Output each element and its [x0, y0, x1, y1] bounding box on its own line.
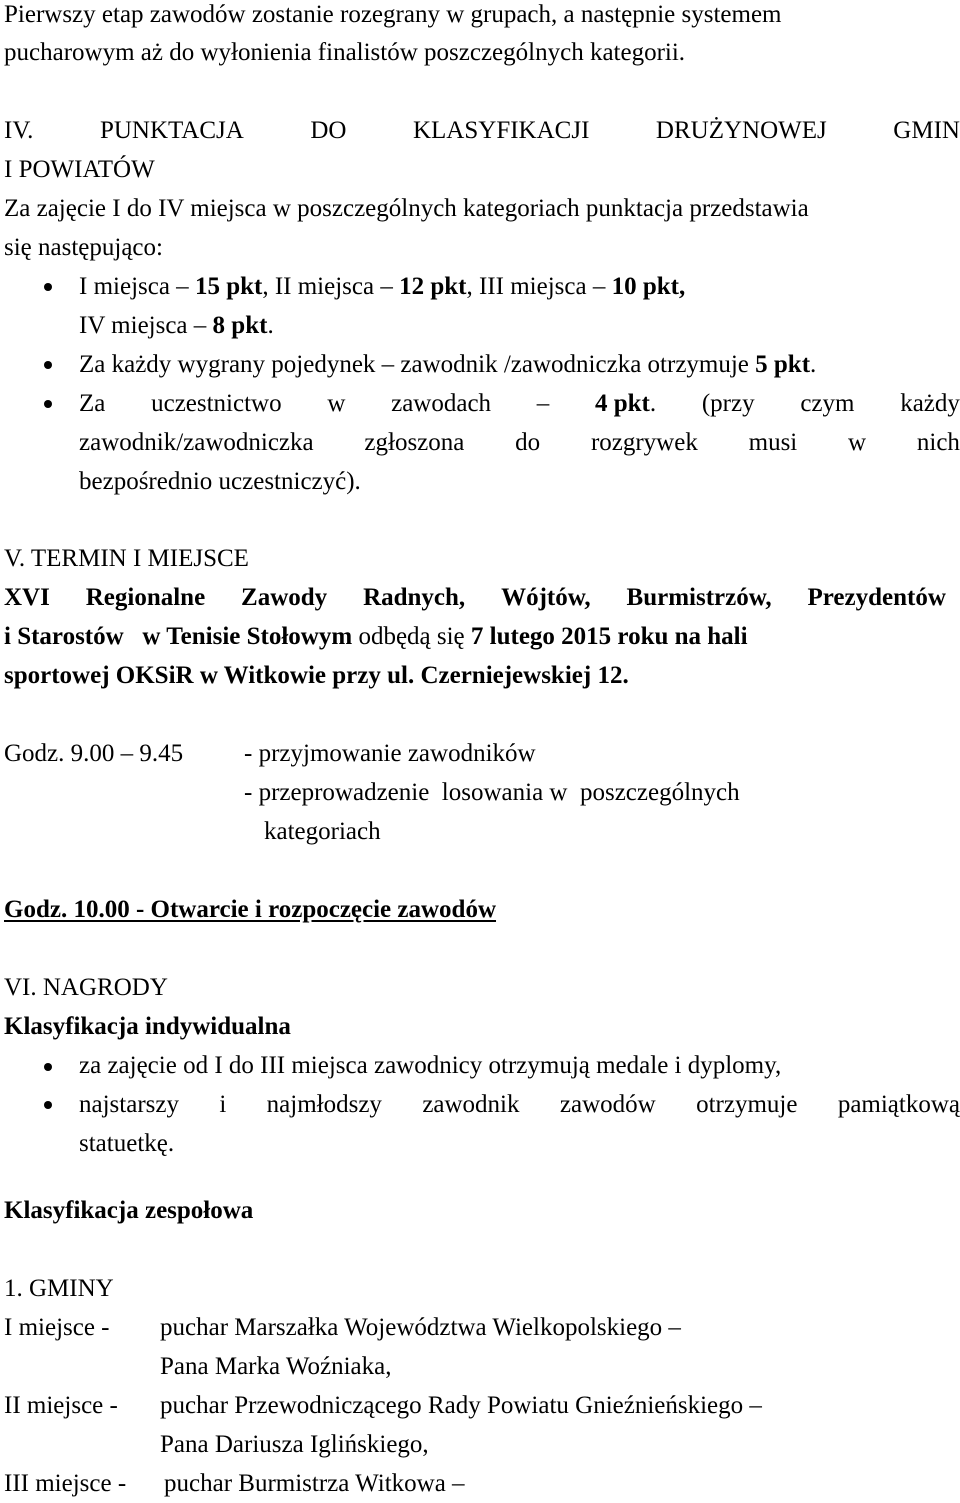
event-location: sportowej OKSiR w Witkowie przy ul. Czerniejewskiej 12.	[4, 662, 629, 689]
section-4-heading-line-2: I POWIATÓW	[4, 156, 155, 183]
section-5-heading: V. TERMIN I MIEJSCE	[4, 545, 249, 572]
team-classification-heading: Klasyfikacja zespołowa	[4, 1197, 254, 1224]
participation-bullet-line-3: bezpośrednio uczestniczyć).	[79, 468, 361, 495]
place-3-label: III miejsce -	[4, 1470, 127, 1497]
bullet-icon	[44, 1063, 52, 1071]
individual-classification-heading: Klasyfikacja indywidualna	[4, 1013, 291, 1040]
schedule-item-registration: - przyjmowanie zawodników	[244, 740, 536, 767]
bullet-icon	[44, 1101, 52, 1109]
place-3-prize: puchar Burmistrza Witkowa –	[164, 1470, 465, 1497]
event-title-line-2: i Starostów w Tenisie Stołowym odbędą się 7 lutego 2015 roku na hali	[4, 623, 748, 650]
place-2-label: II miejsce -	[4, 1392, 118, 1419]
schedule-opening: Godz. 10.00 - Otwarcie i rozpoczęcie zawodów	[4, 896, 497, 923]
gminy-heading: 1. GMINY	[4, 1275, 114, 1302]
individual-prize-bullet-2-line-1: najstarszy i najmłodszy zawodnik zawodów otrzymuje pamiątkową	[79, 1091, 960, 1118]
section-4-text-line-2: się następująco:	[4, 234, 163, 261]
schedule-item-draw: - przeprowadzenie losowania w poszczególnych	[244, 779, 740, 806]
place-1-label: I miejsce -	[4, 1314, 110, 1341]
participation-bullet-line-2: zawodnik/zawodniczka zgłoszona do rozgrywek musi w nich	[79, 429, 960, 456]
place-1-prize: puchar Marszałka Województwa Wielkopolskiego –	[160, 1314, 681, 1341]
place-2-prize-recipient: Pana Dariusza Iglińskiego,	[160, 1431, 429, 1458]
bullet-icon	[44, 400, 52, 408]
individual-prize-bullet-2-line-2: statuetkę.	[79, 1130, 175, 1157]
bullet-icon	[44, 361, 52, 369]
points-bullet-line-2: IV miejsca – 8 pkt.	[79, 312, 274, 339]
individual-prize-bullet-1: za zajęcie od I do III miejsca zawodnicy otrzymują medale i dyplomy,	[79, 1052, 782, 1079]
section-4-text-line-1: Za zajęcie I do IV miejsca w poszczególnych kategoriach punktacja przedstawia	[4, 195, 809, 222]
place-2-prize: puchar Przewodniczącego Rady Powiatu Gnieźnieńskiego –	[160, 1392, 762, 1419]
duel-points-bullet: Za każdy wygrany pojedynek – zawodnik /zawodniczka otrzymuje 5 pkt.	[79, 351, 817, 378]
event-title-line-1: XVI Regionalne Zawody Radnych, Wójtów, Burmistrzów, Prezydentów	[4, 584, 946, 611]
section-6-heading: VI. NAGRODY	[4, 974, 168, 1001]
intro-paragraph-line-1	[4, 0, 960, 30]
participation-bullet-line-1: Za uczestnictwo w zawodach – 4 pkt. (przy czym każdy	[79, 390, 960, 417]
intro-paragraph-line-2: pucharowym aż do wyłonienia finalistów poszczególnych kategorii.	[4, 39, 686, 66]
intro-text: Pierwszy etap zawodów zostanie rozegrany w grupach, a następnie systemem	[4, 1, 782, 28]
schedule-time-1: Godz. 9.00 – 9.45	[4, 740, 184, 767]
section-4-heading: IV. PUNKTACJA DO KLASYFIKACJI DRUŻYNOWEJ GMIN	[4, 117, 960, 144]
points-bullet-line-1: I miejsca – 15 pkt, II miejsca – 12 pkt, III miejsca – 10 pkt,	[79, 273, 686, 300]
schedule-item-draw-continued: kategoriach	[264, 818, 381, 845]
place-1-prize-recipient: Pana Marka Woźniaka,	[160, 1353, 392, 1380]
bullet-icon	[44, 283, 52, 291]
